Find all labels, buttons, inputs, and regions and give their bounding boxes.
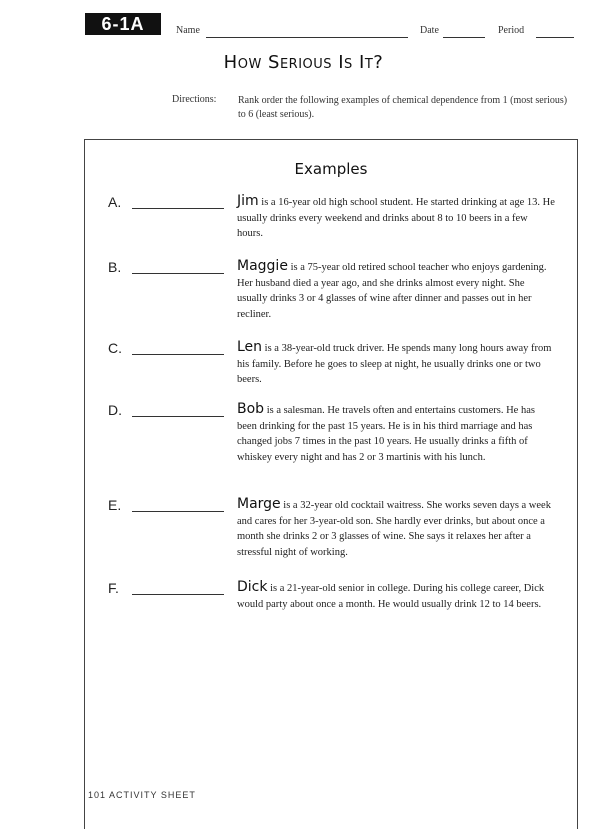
item-text: is a salesman. He travels often and entertains customers. He has been drinking for the past 15 years. He is in his third marriage and has changed jobs 7 times in the past 10 years. He usually drinks a fifth of whiskey every night and has 2 or 3 martinis with his lunch. <box>237 405 535 463</box>
footer-label: 101 ACTIVITY SHEET <box>88 790 196 800</box>
item-letter: A. <box>108 194 122 210</box>
item-description <box>237 194 555 242</box>
person-name: Marge <box>237 496 281 512</box>
rank-blank[interactable] <box>132 511 224 512</box>
person-name: Len <box>237 339 263 355</box>
page-title: How Serious Is It? <box>223 52 384 73</box>
item-text: is a 75-year old retired school teacher who enjoys gardening. Her husband died a year ago, and she drinks almost every night. She usually drinks 3 or 4 glasses of wine after dinner and passes out in her recliner. <box>237 262 547 320</box>
item-description <box>237 497 555 560</box>
item-letter: C. <box>108 340 122 356</box>
directions-label: Directions: <box>172 94 217 105</box>
date-label: Date <box>420 25 439 36</box>
person-name: Dick <box>237 579 268 595</box>
item-description <box>237 402 555 465</box>
item-letter: E. <box>108 497 122 513</box>
item-text: is a 21-year-old senior in college. During his college career, Dick would party about once a month. He would usually drink 12 to 14 beers. <box>237 583 545 610</box>
item-text: is a 32-year old cocktail waitress. She works seven days a week and cares for her 3-year-old son. She hardly ever drinks, but about once a month she drinks 2 or 3 glasses of wine. She says it relaxes her after a stressful night of working. <box>237 500 551 558</box>
person-name: Maggie <box>237 258 288 274</box>
item-letter: F. <box>108 580 119 596</box>
item-text: is a 16-year old high school student. He started drinking at age 13. He usually drinks every weekend and drinks about 8 to 10 beers in a few hours. <box>237 197 555 239</box>
person-name: Bob <box>237 401 265 417</box>
rank-blank[interactable] <box>132 273 224 274</box>
activity-tag-badge: 6-1A <box>85 13 161 35</box>
item-description <box>237 259 555 322</box>
name-field-line[interactable] <box>206 37 408 38</box>
person-name: Jim <box>237 193 259 209</box>
period-field-line[interactable] <box>536 37 574 38</box>
rank-blank[interactable] <box>132 594 224 595</box>
examples-heading: Examples <box>294 160 368 178</box>
rank-blank[interactable] <box>132 354 224 355</box>
item-letter: D. <box>108 402 122 418</box>
period-label: Period <box>498 25 525 36</box>
date-field-line[interactable] <box>443 37 485 38</box>
name-label: Name <box>176 25 200 36</box>
directions-text: Rank order the following examples of chemical dependence from 1 (most serious) to 6 (least serious). <box>238 95 568 120</box>
item-text: is a 38-year-old truck driver. He spends many long hours away from his family. Before he goes to sleep at night, he usually drinks one or two beers. <box>237 343 552 385</box>
item-description <box>237 580 555 612</box>
examples-box <box>84 139 578 829</box>
item-letter: B. <box>108 259 122 275</box>
item-description <box>237 340 555 388</box>
rank-blank[interactable] <box>132 416 224 417</box>
rank-blank[interactable] <box>132 208 224 209</box>
